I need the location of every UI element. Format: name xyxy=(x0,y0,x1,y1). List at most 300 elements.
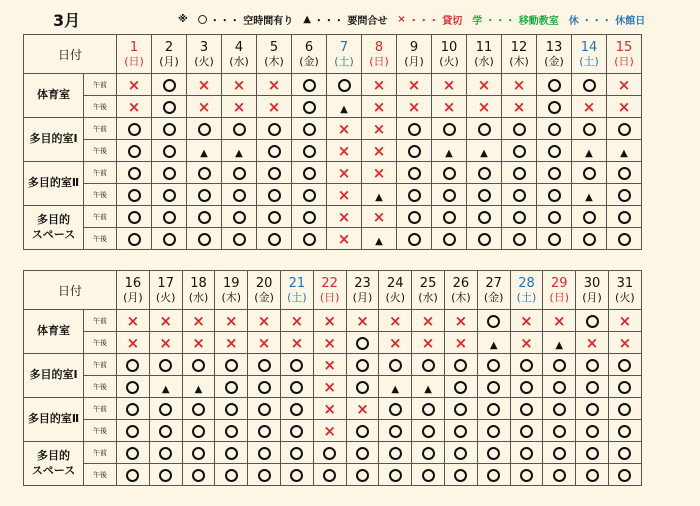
status-cell[interactable] xyxy=(292,96,327,118)
status-cell[interactable] xyxy=(215,398,248,420)
status-cell[interactable] xyxy=(432,118,467,140)
status-cell[interactable] xyxy=(572,162,607,184)
status-cell[interactable] xyxy=(215,310,248,332)
reserved-cross-icon: × xyxy=(520,334,533,352)
reserved-cross-icon: × xyxy=(582,98,596,116)
status-cell[interactable] xyxy=(313,310,346,332)
day-header-13 xyxy=(537,35,572,74)
day-header-29 xyxy=(543,271,576,310)
status-cell[interactable] xyxy=(467,118,502,140)
status-cell[interactable] xyxy=(397,228,432,250)
status-cell[interactable] xyxy=(543,442,576,464)
status-cell[interactable] xyxy=(412,354,445,376)
status-cell[interactable] xyxy=(182,376,215,398)
status-cell[interactable] xyxy=(477,464,510,486)
status-cell[interactable] xyxy=(572,74,607,96)
status-cell[interactable] xyxy=(432,184,467,206)
status-cell[interactable] xyxy=(280,398,313,420)
status-cell[interactable] xyxy=(149,310,182,332)
status-cell[interactable] xyxy=(607,206,642,228)
status-cell[interactable] xyxy=(257,184,292,206)
status-cell[interactable] xyxy=(510,442,543,464)
available-circle-icon xyxy=(586,315,599,328)
available-circle-icon xyxy=(454,425,467,438)
status-cell[interactable] xyxy=(477,376,510,398)
status-cell[interactable] xyxy=(607,74,642,96)
status-cell[interactable] xyxy=(607,140,642,162)
legend-reserved xyxy=(397,12,462,27)
status-cell[interactable] xyxy=(537,96,572,118)
available-circle-icon xyxy=(290,447,303,460)
status-cell[interactable] xyxy=(117,74,152,96)
status-cell[interactable] xyxy=(379,464,412,486)
status-cell[interactable] xyxy=(346,354,379,376)
status-cell[interactable] xyxy=(576,310,609,332)
status-cell[interactable] xyxy=(467,184,502,206)
reserved-cross-icon: × xyxy=(337,230,351,248)
status-cell[interactable] xyxy=(576,376,609,398)
status-cell[interactable] xyxy=(608,420,641,442)
status-cell[interactable] xyxy=(346,420,379,442)
day-of-week: (金) xyxy=(254,291,274,305)
status-cell[interactable] xyxy=(327,96,362,118)
status-cell[interactable] xyxy=(362,184,397,206)
legend-mobile-class-text: ・・・ 移動教室 xyxy=(485,16,559,27)
status-cell[interactable] xyxy=(543,420,576,442)
status-cell[interactable] xyxy=(510,332,543,354)
status-cell[interactable] xyxy=(537,184,572,206)
status-cell[interactable] xyxy=(543,310,576,332)
status-cell[interactable] xyxy=(379,398,412,420)
status-cell[interactable] xyxy=(152,206,187,228)
status-cell[interactable] xyxy=(510,310,543,332)
status-cell[interactable] xyxy=(537,162,572,184)
status-cell[interactable] xyxy=(187,162,222,184)
status-cell[interactable] xyxy=(412,376,445,398)
status-cell[interactable] xyxy=(327,184,362,206)
status-cell[interactable] xyxy=(510,464,543,486)
available-circle-icon xyxy=(163,211,176,224)
status-cell[interactable] xyxy=(362,228,397,250)
status-cell[interactable] xyxy=(362,162,397,184)
status-cell[interactable] xyxy=(572,228,607,250)
status-cell[interactable] xyxy=(444,464,477,486)
status-cell[interactable] xyxy=(327,140,362,162)
status-cell[interactable] xyxy=(346,310,379,332)
status-cell[interactable] xyxy=(467,74,502,96)
status-cell[interactable] xyxy=(313,332,346,354)
status-cell[interactable] xyxy=(444,310,477,332)
status-cell[interactable] xyxy=(362,118,397,140)
status-cell[interactable] xyxy=(607,162,642,184)
status-cell[interactable] xyxy=(502,74,537,96)
status-cell[interactable] xyxy=(510,420,543,442)
status-cell[interactable] xyxy=(397,206,432,228)
status-cell[interactable] xyxy=(502,140,537,162)
day-number: 25 xyxy=(419,275,437,291)
status-cell[interactable] xyxy=(257,74,292,96)
status-cell[interactable] xyxy=(149,464,182,486)
status-cell[interactable] xyxy=(432,162,467,184)
status-cell[interactable] xyxy=(182,420,215,442)
closed-icon: 休 xyxy=(568,16,579,27)
status-cell[interactable] xyxy=(313,376,346,398)
status-cell[interactable] xyxy=(248,376,281,398)
status-cell[interactable] xyxy=(379,354,412,376)
status-cell[interactable] xyxy=(152,184,187,206)
status-cell[interactable] xyxy=(248,464,281,486)
available-circle-icon xyxy=(513,211,526,224)
calendar-table-second-half xyxy=(23,270,642,486)
status-cell[interactable] xyxy=(572,118,607,140)
reserved-cross-icon: × xyxy=(192,312,205,330)
available-circle-icon xyxy=(520,359,533,372)
status-cell[interactable] xyxy=(477,420,510,442)
status-cell[interactable] xyxy=(149,398,182,420)
reserved-cross-icon: × xyxy=(388,334,402,352)
status-cell[interactable] xyxy=(117,420,150,442)
day-number: 7 xyxy=(339,39,349,55)
status-cell[interactable] xyxy=(248,420,281,442)
status-cell[interactable] xyxy=(187,206,222,228)
status-cell[interactable] xyxy=(248,332,281,354)
facility-line2: スペース xyxy=(31,227,76,241)
status-cell[interactable] xyxy=(379,332,412,354)
status-cell[interactable] xyxy=(187,74,222,96)
status-cell[interactable] xyxy=(608,354,641,376)
status-cell[interactable] xyxy=(182,398,215,420)
status-cell[interactable] xyxy=(152,162,187,184)
status-cell[interactable] xyxy=(346,442,379,464)
status-cell[interactable] xyxy=(543,354,576,376)
status-cell[interactable] xyxy=(327,228,362,250)
status-cell[interactable] xyxy=(572,184,607,206)
inquire-triangle-icon: ▲ xyxy=(340,104,348,115)
status-cell[interactable] xyxy=(502,206,537,228)
status-cell[interactable] xyxy=(607,228,642,250)
status-cell[interactable] xyxy=(292,74,327,96)
status-cell[interactable] xyxy=(292,118,327,140)
status-cell[interactable] xyxy=(477,442,510,464)
reserved-cross-icon: × xyxy=(267,76,281,94)
status-cell[interactable] xyxy=(444,420,477,442)
status-cell[interactable] xyxy=(537,74,572,96)
status-cell[interactable] xyxy=(576,464,609,486)
status-cell[interactable] xyxy=(257,162,292,184)
status-cell[interactable] xyxy=(313,442,346,464)
status-cell[interactable] xyxy=(149,354,182,376)
status-cell[interactable] xyxy=(502,118,537,140)
status-cell[interactable] xyxy=(397,162,432,184)
status-cell[interactable] xyxy=(379,376,412,398)
status-cell[interactable] xyxy=(607,96,642,118)
status-cell[interactable] xyxy=(117,310,150,332)
status-cell[interactable] xyxy=(477,332,510,354)
day-header-19 xyxy=(215,271,248,310)
reserved-cross-icon: × xyxy=(290,312,304,330)
status-cell[interactable] xyxy=(313,420,346,442)
status-cell[interactable] xyxy=(152,118,187,140)
status-cell[interactable] xyxy=(117,354,150,376)
status-cell[interactable] xyxy=(152,140,187,162)
status-cell[interactable] xyxy=(397,96,432,118)
status-cell[interactable] xyxy=(412,310,445,332)
status-cell[interactable] xyxy=(117,228,152,250)
status-cell[interactable] xyxy=(502,96,537,118)
reserved-cross-icon: × xyxy=(192,334,205,352)
available-circle-icon xyxy=(258,469,271,482)
status-cell[interactable] xyxy=(327,118,362,140)
legend-available-text: ・・・ 空時間有り xyxy=(209,16,294,27)
status-cell[interactable] xyxy=(379,420,412,442)
status-cell[interactable] xyxy=(222,140,257,162)
status-cell[interactable] xyxy=(292,140,327,162)
reserved-cross-icon: × xyxy=(225,312,238,330)
status-cell[interactable] xyxy=(327,162,362,184)
status-cell[interactable] xyxy=(117,332,150,354)
status-cell[interactable] xyxy=(248,398,281,420)
status-cell[interactable] xyxy=(280,332,313,354)
available-circle-icon xyxy=(233,167,246,180)
status-cell[interactable] xyxy=(467,162,502,184)
status-cell[interactable] xyxy=(510,354,543,376)
status-cell[interactable] xyxy=(222,96,257,118)
status-cell[interactable] xyxy=(313,464,346,486)
status-cell[interactable] xyxy=(292,228,327,250)
status-cell[interactable] xyxy=(572,206,607,228)
available-circle-icon xyxy=(513,145,526,158)
status-cell[interactable] xyxy=(432,206,467,228)
status-cell[interactable] xyxy=(149,332,182,354)
status-cell[interactable] xyxy=(543,464,576,486)
status-cell[interactable] xyxy=(117,162,152,184)
status-cell[interactable] xyxy=(537,140,572,162)
status-cell[interactable] xyxy=(117,376,150,398)
status-cell[interactable] xyxy=(280,464,313,486)
status-cell[interactable] xyxy=(187,228,222,250)
status-cell[interactable] xyxy=(280,442,313,464)
status-cell[interactable] xyxy=(502,162,537,184)
table-row xyxy=(24,74,642,96)
status-cell[interactable] xyxy=(117,442,150,464)
available-circle-icon xyxy=(163,145,176,158)
status-cell[interactable] xyxy=(607,184,642,206)
status-cell[interactable] xyxy=(467,140,502,162)
status-cell[interactable] xyxy=(537,118,572,140)
status-cell[interactable] xyxy=(117,398,150,420)
status-cell[interactable] xyxy=(182,310,215,332)
status-cell[interactable] xyxy=(537,206,572,228)
status-cell[interactable] xyxy=(444,398,477,420)
status-cell[interactable] xyxy=(607,118,642,140)
day-header-16 xyxy=(117,271,150,310)
status-cell[interactable] xyxy=(222,206,257,228)
available-circle-icon xyxy=(454,403,467,416)
status-cell[interactable] xyxy=(117,464,150,486)
status-cell[interactable] xyxy=(412,398,445,420)
status-cell[interactable] xyxy=(362,96,397,118)
status-cell[interactable] xyxy=(215,442,248,464)
facility-line1: 多目的室Ⅱ xyxy=(27,412,80,426)
status-cell[interactable] xyxy=(327,206,362,228)
status-cell[interactable] xyxy=(222,118,257,140)
status-cell[interactable] xyxy=(152,74,187,96)
status-cell[interactable] xyxy=(117,184,152,206)
status-cell[interactable] xyxy=(362,206,397,228)
status-cell[interactable] xyxy=(182,332,215,354)
status-cell[interactable] xyxy=(222,228,257,250)
status-cell[interactable] xyxy=(257,206,292,228)
status-cell[interactable] xyxy=(117,96,152,118)
status-cell[interactable] xyxy=(117,118,152,140)
available-circle-icon xyxy=(128,189,141,202)
available-circle-icon xyxy=(389,359,402,372)
status-cell[interactable] xyxy=(576,398,609,420)
status-cell[interactable] xyxy=(313,398,346,420)
status-cell[interactable] xyxy=(327,74,362,96)
status-cell[interactable] xyxy=(572,140,607,162)
status-cell[interactable] xyxy=(397,118,432,140)
status-cell[interactable] xyxy=(257,96,292,118)
status-cell[interactable] xyxy=(432,74,467,96)
status-cell[interactable] xyxy=(257,228,292,250)
status-cell[interactable] xyxy=(467,228,502,250)
status-cell[interactable] xyxy=(117,206,152,228)
status-cell[interactable] xyxy=(608,376,641,398)
status-cell[interactable] xyxy=(280,354,313,376)
status-cell[interactable] xyxy=(292,206,327,228)
status-cell[interactable] xyxy=(432,96,467,118)
status-cell[interactable] xyxy=(187,96,222,118)
day-number: 28 xyxy=(518,275,535,291)
status-cell[interactable] xyxy=(510,398,543,420)
status-cell[interactable] xyxy=(346,376,379,398)
status-cell[interactable] xyxy=(397,184,432,206)
status-cell[interactable] xyxy=(346,464,379,486)
status-cell[interactable] xyxy=(608,398,641,420)
reserved-cross-icon: × xyxy=(372,76,386,94)
status-cell[interactable] xyxy=(248,310,281,332)
status-cell[interactable] xyxy=(432,140,467,162)
status-cell[interactable] xyxy=(576,332,609,354)
day-number: 27 xyxy=(485,275,502,291)
status-cell[interactable] xyxy=(280,376,313,398)
status-cell[interactable] xyxy=(467,206,502,228)
period-label: 午後 xyxy=(84,184,117,206)
status-cell[interactable] xyxy=(182,442,215,464)
status-cell[interactable] xyxy=(467,96,502,118)
status-cell[interactable] xyxy=(412,332,445,354)
status-cell[interactable] xyxy=(248,354,281,376)
status-cell[interactable] xyxy=(477,310,510,332)
status-cell[interactable] xyxy=(149,420,182,442)
status-cell[interactable] xyxy=(222,74,257,96)
status-cell[interactable] xyxy=(222,184,257,206)
status-cell[interactable] xyxy=(215,376,248,398)
status-cell[interactable] xyxy=(152,228,187,250)
status-cell[interactable] xyxy=(215,420,248,442)
status-cell[interactable] xyxy=(248,442,281,464)
status-cell[interactable] xyxy=(346,398,379,420)
status-cell[interactable] xyxy=(149,376,182,398)
day-of-week: (日) xyxy=(124,55,144,69)
status-cell[interactable] xyxy=(543,376,576,398)
status-cell[interactable] xyxy=(412,420,445,442)
inquire-triangle-icon: ▲ xyxy=(585,148,593,159)
status-cell[interactable] xyxy=(543,332,576,354)
status-cell[interactable] xyxy=(444,442,477,464)
status-cell[interactable] xyxy=(576,354,609,376)
status-cell[interactable] xyxy=(608,310,641,332)
status-cell[interactable] xyxy=(292,184,327,206)
status-cell[interactable] xyxy=(397,74,432,96)
status-cell[interactable] xyxy=(187,118,222,140)
status-cell[interactable] xyxy=(362,140,397,162)
status-cell[interactable] xyxy=(379,310,412,332)
status-cell[interactable] xyxy=(182,354,215,376)
status-cell[interactable] xyxy=(432,228,467,250)
status-cell[interactable] xyxy=(187,140,222,162)
status-cell[interactable] xyxy=(379,442,412,464)
status-cell[interactable] xyxy=(222,162,257,184)
available-circle-icon xyxy=(225,447,238,460)
status-cell[interactable] xyxy=(257,140,292,162)
status-cell[interactable] xyxy=(477,398,510,420)
status-cell[interactable] xyxy=(292,162,327,184)
status-cell[interactable] xyxy=(215,354,248,376)
day-header-22 xyxy=(313,271,346,310)
status-cell[interactable] xyxy=(397,140,432,162)
available-circle-icon xyxy=(513,233,526,246)
status-cell[interactable] xyxy=(543,398,576,420)
status-cell[interactable] xyxy=(412,464,445,486)
status-cell[interactable] xyxy=(576,420,609,442)
status-cell[interactable] xyxy=(510,376,543,398)
status-cell[interactable] xyxy=(608,464,641,486)
status-cell[interactable] xyxy=(346,332,379,354)
status-cell[interactable] xyxy=(280,310,313,332)
status-cell[interactable] xyxy=(608,332,641,354)
day-header-11 xyxy=(467,35,502,74)
available-circle-icon xyxy=(454,447,467,460)
status-cell[interactable] xyxy=(215,464,248,486)
status-cell[interactable] xyxy=(257,118,292,140)
status-cell[interactable] xyxy=(362,74,397,96)
status-cell[interactable] xyxy=(280,420,313,442)
status-cell[interactable] xyxy=(444,332,477,354)
status-cell[interactable] xyxy=(149,442,182,464)
status-cell[interactable] xyxy=(477,354,510,376)
status-cell[interactable] xyxy=(576,442,609,464)
status-cell[interactable] xyxy=(502,228,537,250)
status-cell[interactable] xyxy=(608,442,641,464)
status-cell[interactable] xyxy=(444,354,477,376)
status-cell[interactable] xyxy=(182,464,215,486)
available-circle-icon xyxy=(233,211,246,224)
status-cell[interactable] xyxy=(187,184,222,206)
status-cell[interactable] xyxy=(117,140,152,162)
status-cell[interactable] xyxy=(215,332,248,354)
status-cell[interactable] xyxy=(412,442,445,464)
status-cell[interactable] xyxy=(502,184,537,206)
status-cell[interactable] xyxy=(152,96,187,118)
day-of-week: (金) xyxy=(544,55,564,69)
status-cell[interactable] xyxy=(444,376,477,398)
status-cell[interactable] xyxy=(313,354,346,376)
reserved-cross-icon: × xyxy=(337,120,351,138)
status-cell[interactable] xyxy=(537,228,572,250)
status-cell[interactable] xyxy=(572,96,607,118)
